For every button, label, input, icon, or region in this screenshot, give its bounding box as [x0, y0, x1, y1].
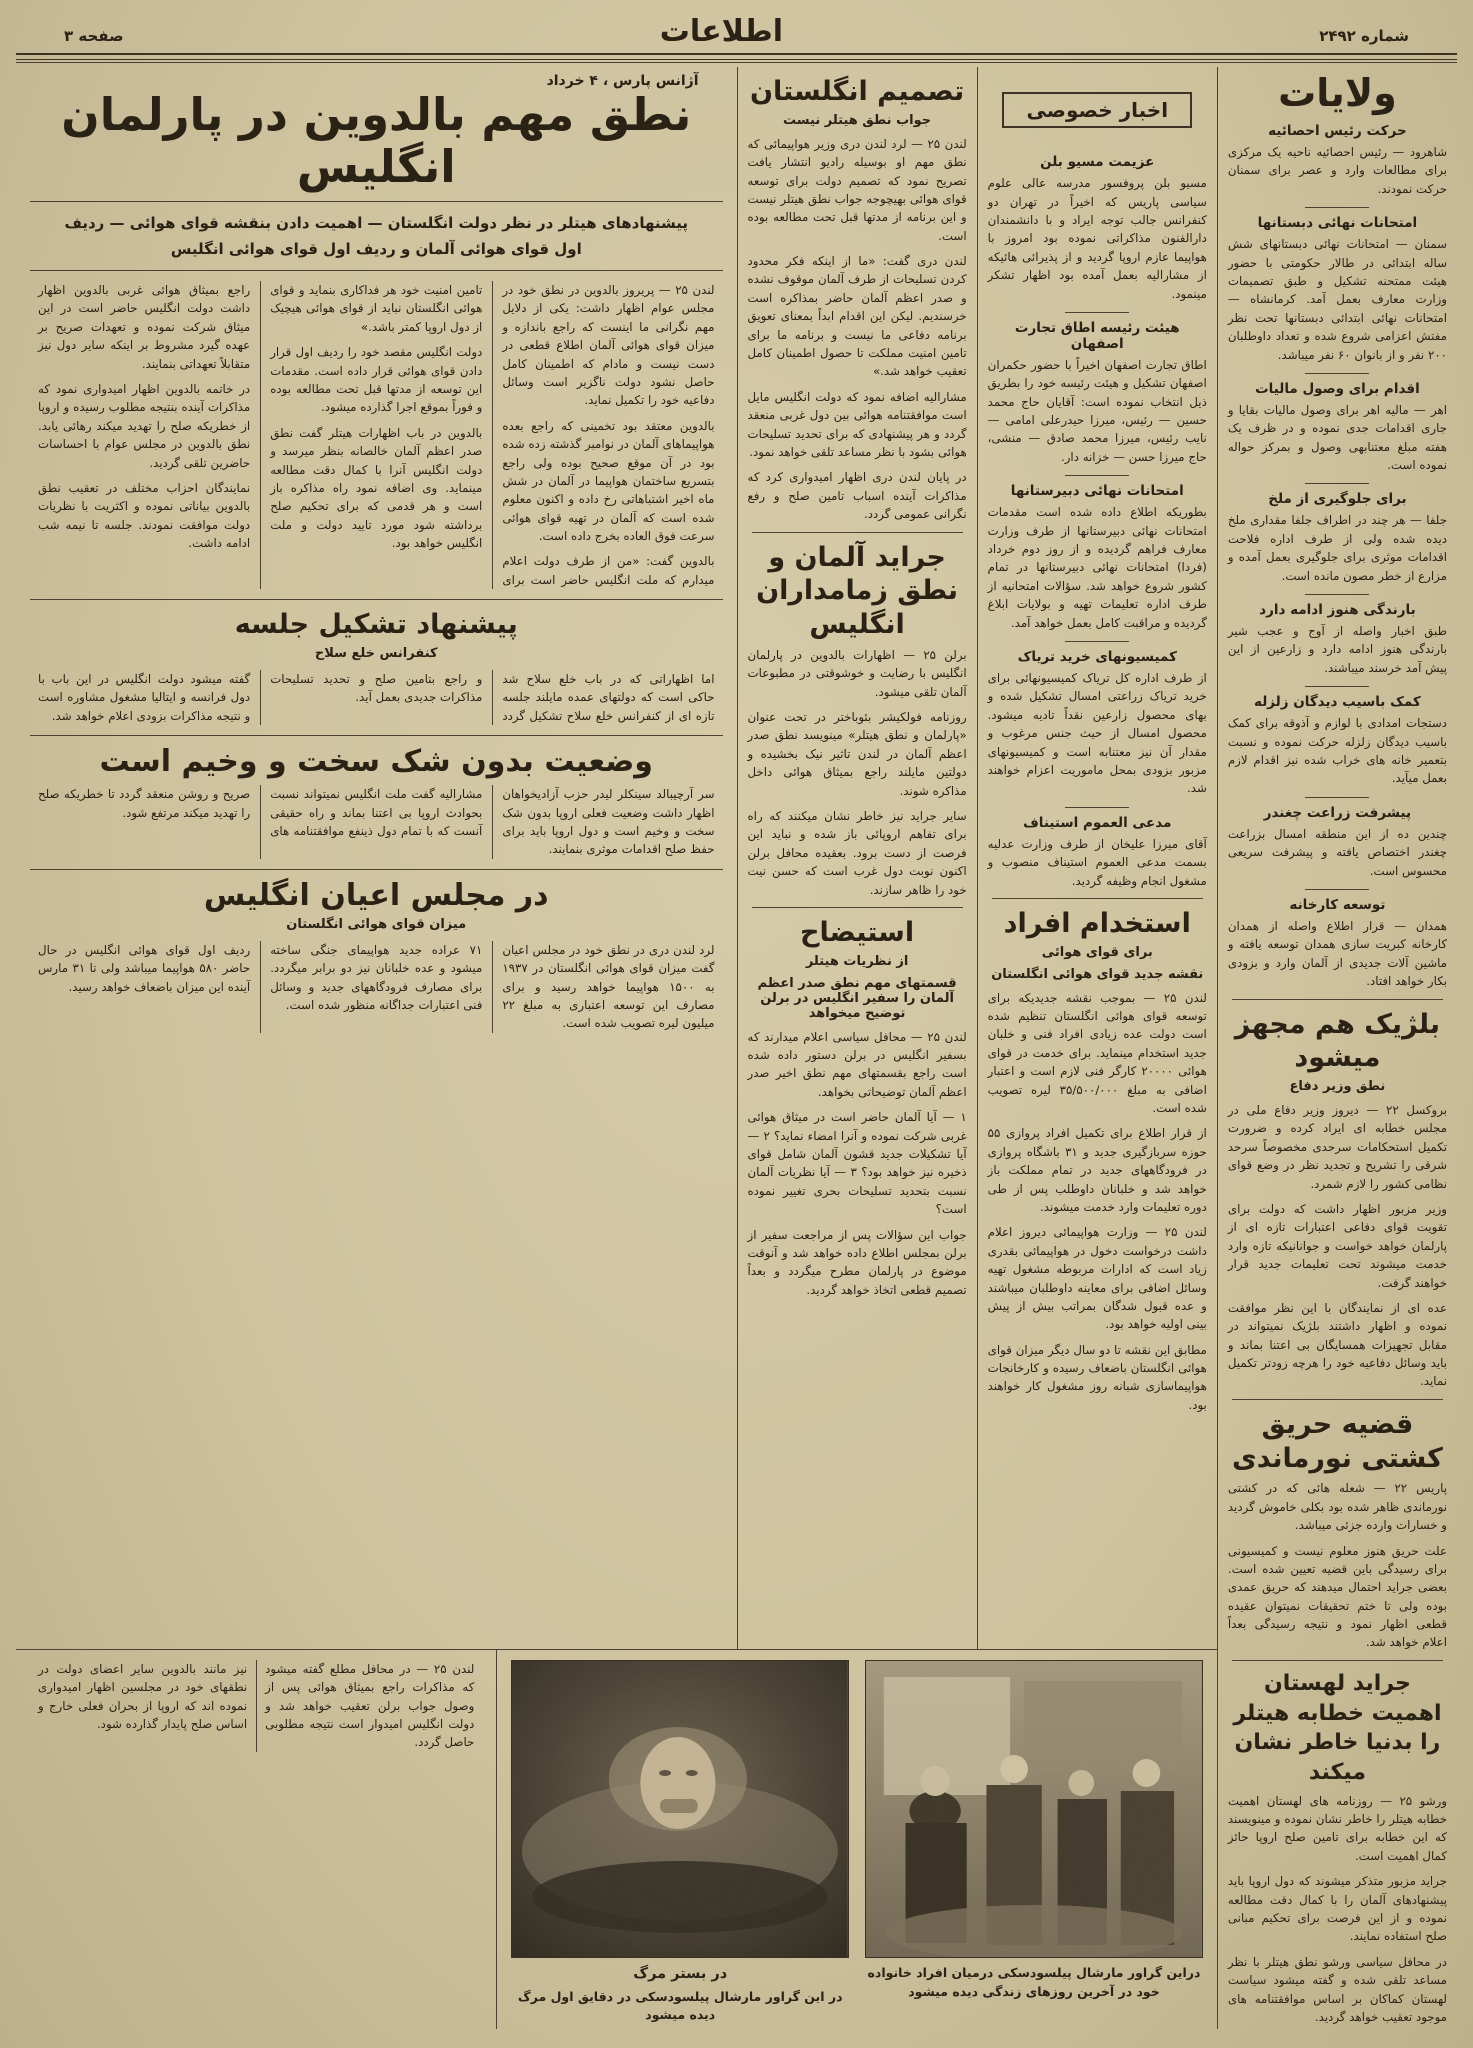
pilsudski-deathbed-illustration	[512, 1661, 848, 1957]
baldwin-article	[16, 67, 737, 1649]
article-headline: پیشرفت زراعت چغندر	[1263, 804, 1412, 821]
continuation-body	[28, 1658, 484, 1754]
separator	[752, 532, 963, 533]
article-body: اطاق تجارت اصفهان اخیراً با حضور حکمران اصفهان تشکیل و هیئت رئیسه خود را بطریق ذیل انتخاب نموده است: آقایان حاج محمد حسین — رئیس، میرزا حیدرعلی امامی — نایب رئیس، میرزا محمد صادق — منشی، حاج میرزا حسن — خزانه دار.	[987, 357, 1207, 464]
separator	[1305, 483, 1369, 484]
separator	[30, 735, 723, 736]
article-body: وزیر مزبور اظهار داشت که دولت برای تقویت قوای دفاعی اعتبارات تازه ای از پارلمان خواهد خواست و جوانانیکه تازه وارد خدمت میشوند تحت تعلیمات جدید قرار خواهند گرفت.	[1227, 1201, 1447, 1290]
article-body: سایر جراید نیز خاطر نشان میکنند که راه برای تفاهم اروپائی باز شده و نباید این فرصت از دست برود. بعقیده محافل برلن اکنون نوبت دول غرب است که حسن نیت خود را ظاهر سازند.	[747, 808, 967, 897]
recruiting-subheadline-2: نقشه جدید قوای هوائی انگلستان	[991, 966, 1204, 982]
pilsudski-family-illustration	[866, 1661, 1202, 1957]
page-number: صفحه ۳	[64, 27, 124, 45]
article-headline: توسعه کارخانه	[1289, 896, 1386, 913]
article-headline: مدعی العموم استیناف	[1023, 814, 1172, 831]
lords-subheadline: میزان قوای هوائی انگلستان	[286, 916, 467, 932]
article-body: جواب این سؤالات پس از مراجعت سفیر از برلن بمجلس اطلاع داده خواهد شد و آنوقت موضوع در پارلمان مطرح میگردد و بعداً تصمیم قطعی اتخاذ خواهد گردید.	[747, 1227, 967, 1297]
separator	[1065, 475, 1129, 476]
article-headline: بارندگی هنوز ادامه دارد	[1259, 602, 1416, 619]
pilsudski-family-photo	[865, 1660, 1203, 1958]
newspaper-title: اطلاعات	[659, 14, 784, 49]
belgium-headline: بلژیک هم مجهز میشود	[1234, 1008, 1441, 1074]
separator	[752, 907, 963, 908]
article-body: لندن ۲۵ — محافل سیاسی اعلام میدارند که بسفیر انگلیس در برلن دستور داده شده است راجع بقسمتهای مهم نطق اخیر صدر اعظم آلمان توضیحاتی بخواهد.	[747, 1029, 967, 1099]
article-body: شاهرود — رئیس احصائیه ناحیه یک مرکزی برای مطالعات وارد و عصر برای سمنان حرکت نمودند.	[1227, 145, 1447, 196]
separator	[1065, 641, 1129, 642]
agency-dateline: آژانس پارس ، ۴ خرداد	[546, 73, 699, 89]
article-headline: اقدام برای وصول مالیات	[1255, 380, 1420, 397]
article-body: سر آرچیبالد سینکلر لیدر حزب آزادیخواهان اظهار داشت وضعیت فعلی اروپا بدون شک سخت و وخیم است و دول اروپا باید برای حفظ صلح اقدامات موثری بنمایند.	[502, 787, 715, 857]
separator	[1305, 797, 1369, 798]
recruiting-headline: استخدام افراد	[1003, 907, 1191, 939]
article-body: اما اظهاراتی که در باب خلع سلاح شد حاکی است که دولتهای عمده مایلند جلسه تازه ای از کنفرانس خلع سلاح تشکیل گردد و راجع بتامین صلح و تحدید تسلیحات مذاکرات جدیدی بعمل آید.	[270, 672, 715, 723]
separator	[992, 898, 1203, 899]
lords-headline: در مجلس اعیان انگلیس	[203, 877, 549, 913]
article-body: جلفا — هر چند در اطراف جلفا مقداری ملخ دیده شده ولی از طرف اداره فلاحت اقدامات موثری برای جلوگیری بعمل آمده و مزارع از خطر مصون مانده است.	[1227, 513, 1447, 583]
separator	[1232, 999, 1443, 1000]
separator	[30, 599, 723, 600]
interpellation-headline: استیضاح	[800, 916, 915, 948]
article-body: در پایان لندن دری اظهار امیدواری کرد که مذاکرات آینده اسباب تامین صلح و رفع نگرانی عمومی گردد.	[747, 470, 967, 522]
article-body: از قرار اطلاع برای تکمیل افراد پروازی ۵۵ حوزه سربازگیری جدید و ۳۱ باشگاه پروازی در فرودگاههای جدید در تمام مملکت باز خواهد شد و خلبانان داوطلب پس از طی دوره تعلیمات وارد خدمت میشوند.	[987, 1126, 1207, 1214]
masthead-rule	[16, 53, 1457, 60]
article-body: سمنان — امتحانات نهائی دبستانهای شش ساله ابتدائی در طالار حکومتی با حضور هیئت ممتحنه تشکیل و طبق تصمیمات وزارت معارف بعمل آمد. کرمانشاه — امتحانات نهائی ابتدائی دبستانها تحت نظر مفتش اعزامی شروع شده و تعداد داوطلبان ۲۰۰ نفر و از بانوان ۶۰ نفر میباشد.	[1227, 237, 1447, 362]
article-body: اهر — مالیه اهر برای وصول مالیات بقایا و جاری اقدامات جدی نموده و در ظرف یک هفته مبلغ معتنابهی وصول و بمرکز حواله نموده است.	[1227, 402, 1447, 473]
article-body: لندن ۲۵ — پریروز بالدوین در نطق خود در مجلس عوام اظهار داشت: یکی از دلایل مهم نگرانی ما اینست که راجع باندازه و میزان قوای هوائی آلمان اطلاع قطعی در دست نیست و مادام که اطمینان کامل حاصل نشود دولت ناگزیر است وسائل دفاعیه خود را تکمیل نماید.	[502, 283, 715, 408]
article-body: راجع بمیثاق هوائی غربی بالدوین اظهار داشت دولت انگلیس حاضر است در این میثاق شرکت نموده و تعهدات صریح بر عهده گیرد مشروط بر اینکه سایر دول نیز متقابلاً تعهداتی بنمایند.	[38, 283, 251, 371]
article-body: دولت انگلیس مقصد خود را ردیف اول قرار دادن قوای هوائی قرار داده است. مقدمات این توسعه از مدتها قبل تحت مطالعه بوده و فوراً بموقع اجرا گذارده میشود.	[270, 345, 483, 415]
recruiting-subheadline: برای قوای هوائی	[1041, 944, 1153, 960]
article-body: همدان — قرار اطلاع واصله از همدان کارخانه کبریت سازی همدان توسعه یافته و ماشین آلات جدیدی از آلمان وارد و بزودی بکار خواهد افتاد.	[1227, 918, 1447, 989]
masthead-rule-thin	[16, 62, 1457, 63]
article-body: روزنامه فولکیشر بئوباختر در تحت عنوان «پارلمان و نطق هیتلر» مینویسد نطق صدر اعظم آلمان در لندن تاثیر نیک بخشیده و دولتین مایلند راجع بمیثاق هوائی داخل مذاکره شوند.	[747, 709, 967, 798]
photo-pilsudski-family	[865, 1660, 1203, 2025]
article-body: بالدوین در باب اظهارات هیتلر گفت نطق صدر اعظم آلمان خالصانه بنظر میرسد و دولت انگلیس آنرا با کمال دقت مطالعه مینماید. وی اضافه نمود راه مذاکره باز است و هر قدمی که برای تحکیم صلح برداشته شود مورد تایید دولت و ملت انگلیس خواهد بود.	[270, 425, 483, 551]
article-headline: هیئت رئیسه اطاق تجارت اصفهان	[1014, 319, 1180, 352]
separator	[1232, 1399, 1443, 1400]
article-headline: امتحانات نهائی دبستانها	[1257, 215, 1418, 232]
family-photo-caption: دراین گراور مارشال پیلسودسکی درمیان افراد خانواده خود در آخرین روزهای زندگی دیده میشود	[867, 1964, 1201, 1999]
lords-body	[26, 939, 727, 1035]
baldwin-headline: نطق مهم بالدوین در پارلمان انگلیس	[61, 88, 692, 193]
article-body: لندن ۲۵ — لرد لندن دری وزیر هواپیمائی که نطق مهم او بوسیله رادیو انتشار یافت تصریح نمود که تصمیم دولت برای توسعه قوای هوائی بهیچوجه جواب نطق هیتلر نیست و این برنامه از مدتها قبل تحت مطالعه بوده است.	[747, 136, 967, 243]
article-body: در خاتمه بالدوین اظهار امیدواری نمود که مذاکرات آینده بنتیجه مطلوب رسیده و اروپا از خطریکه صلح را تهدید میکند رهائی یابد. نطق بالدوین در مجلس عوام با احساسات حاضرین تلقی گردید.	[38, 381, 251, 470]
article-body: پاریس ۲۲ — شعله هائی که در کشتی نورماندی ظاهر شده بود بکلی خاموش گردید و خسارات وارده جزئی میباشد.	[1227, 1481, 1447, 1533]
article-body: ۱ — آیا آلمان حاضر است در میثاق هوائی غربی شرکت نموده و آنرا امضاء نماید؟ ۲ — آیا تشکیلات جدید قشون آلمان شامل قوای ذخیره نیز خواهد بود؟ ۳ — آیا نظریات آلمان نسبت بتحدید تسلیحات بحری تغییر نموده است؟	[747, 1110, 967, 1217]
separator	[30, 869, 723, 870]
article-body: مطابق این نقشه تا دو سال دیگر میزان قوای هوائی انگلستان باضعاف رسیده و کارخانجات هواپیماسازی شبانه روز مشغول کار خواهند بود.	[987, 1342, 1207, 1412]
article-headline: برای جلوگیری از ملخ	[1268, 491, 1407, 508]
article-body: مشارالیه اضافه نمود که دولت انگلیس مایل است موافقتنامه هوائی بین دول غربی منعقد گردد و هر پیشنهادی که برای تحدید تسلیحات هوائی بشود با نظر مساعد تلقی خواهد نمود.	[747, 389, 967, 459]
article-body: جراید مزبور متذکر میشوند که دول اروپا باید پیشنهادهای آلمان را با کمال دقت مطالعه نموده و از این فرصت برای تحکیم مبانی صلح استفاده نمایند.	[1227, 1874, 1447, 1944]
private-news-title-box	[988, 75, 1207, 144]
article-body: علت حریق هنوز معلوم نیست و کمیسیونی برای رسیدگی باین قضیه تعیین شده است. بعضی جراید احتمال میدهند که حریق عمدی بوده ولی تا ختم تحقیقات نمیتوان عقیده قطعی اظهار نمود و نتیجه رسیدگی بعداً اعلام خواهد شد.	[1227, 1543, 1447, 1650]
article-body: ۷۱ عراده جدید هواپیمای جنگی ساخته میشود و عده خلبانان نیز دو برابر میگردد. برای مصارف فرودگاههای جدید و وسائل فنی اعتبارات جداگانه منظور شده است.	[270, 942, 483, 1012]
page-body	[16, 67, 1457, 2029]
baldwin-body	[26, 279, 727, 591]
belgium-subheadline: نطق وزیر دفاع	[1289, 1079, 1386, 1094]
pilsudski-deathbed-photo	[511, 1660, 849, 1958]
issue-number: شماره ۲۴۹۲	[1319, 27, 1409, 45]
article-headline: عزیمت مسیو بلن	[1040, 154, 1155, 171]
private-news-title: اخبار خصوصی	[1002, 92, 1192, 128]
article-body: عده ای از نمایندگان با این نظر موافقت نموده و اظهار داشتند بلژیک نمیتواند در مقابل تجهیزات همسایگان بی اعتنا بماند و باید وسائل دفاعیه خود را هرچه زودتر تکمیل نماید.	[1227, 1300, 1447, 1389]
meeting-body	[26, 668, 727, 727]
photo-pilsudski-deathbed	[511, 1660, 849, 2025]
grave-situation-body	[26, 783, 727, 861]
article-body: نمایندگان احزاب مختلف در تعقیب نطق بالدوین بیاناتی نموده و اکثریت با نظریات دولت موافقت نمودند. جلسه تا نیمه شب ادامه داشت.	[38, 480, 251, 551]
meeting-subheadline: کنفرانس خلع سلاح	[314, 646, 438, 661]
separator	[1232, 1660, 1443, 1661]
article-body: مشارالیه گفت ملت انگلیس نمیتواند نسبت بحوادث اروپا بی اعتنا بماند و راه حقیقی آنست که با تمام دول ذینفع موافقتنامه های صریح و روشن منعقد گردد تا خطریکه صلح را تهدید میکند مرتفع شود.	[38, 787, 483, 838]
separator	[1065, 312, 1129, 313]
article-headline: کمک باسیب دیدگان زلزله	[1254, 694, 1421, 711]
photos-band	[496, 1649, 1217, 2029]
article-body: ورشو ۲۵ — روزنامه های لهستان اهمیت خطابه هیتلر را خاطر نشان نموده و مینویسند که این خطابه برای تامین صلح اروپا حائز کمال اهمیت است.	[1227, 1793, 1447, 1863]
article-body: بروکسل ۲۲ — دیروز وزیر دفاع ملی در مجلس خطابه ای ایراد کرده و ضرورت تکمیل استحکامات سرحدی مخصوصاً سرحد شرقی را تشریح و تجدید نظر در وضع قوای نظامی کشور را لازم شمرد.	[1227, 1103, 1447, 1191]
continuation-block	[16, 1649, 496, 2029]
separator	[1305, 207, 1369, 208]
article-body: آقای میرزا علیخان از طرف وزارت عدلیه بسمت مدعی العموم استیناف منصوب و مشغول انجام وظیفه گردید.	[987, 836, 1207, 888]
separator	[1305, 373, 1369, 374]
article-body: بالدوین گفت: «من از طرف دولت اعلام میدارم که ملت انگلیس حاضر است برای تامین امنیت خود هر فداکاری بنماید و قوای هوائی انگلستان نباید از قوای هوائی هیچیک از دول اروپا کمتر باشد.»	[270, 283, 715, 587]
article-body: چندین ده از این منطقه امسال بزراعت چغندر اختصاص یافته و پیشرفت سریعی محسوس است.	[1227, 826, 1447, 878]
decision-subheadline: جواب نطق هیتلر نیست	[783, 112, 932, 128]
article-headline: حرکت رئیس احصائیه	[1268, 123, 1407, 139]
separator	[30, 270, 723, 271]
article-body: دستجات امدادی با لوازم و آذوقه برای کمک باسیب دیدگان زلزله حرکت نموده و نسبت بتعمیر خانه های خراب شده نیز اقدام لازم بعمل میآید.	[1227, 716, 1447, 786]
article-body: طبق اخبار واصله از آوج و عجب شیر بارندگی هنوز ادامه دارد و زارعین از این پیش آمد خرسند میباشند.	[1227, 624, 1447, 675]
decision-headline: تصمیم انگلستان	[749, 76, 965, 107]
normandie-headline: قضیه حریق کشتی نورماندی	[1231, 1408, 1443, 1474]
article-body: لندن دری گفت: «ما از اینکه فکر محدود کردن تسلیحات از طرف آلمان موقوف نشده و صدر اعظم آلمان حاضر بمذاکره است خرسندیم. لیکن این اقدام ابداً بمعنای تعویق برنامه دفاعی ما نیست و برنامه ما برای تامین امنیت مملکت تا حصول اطمینان کامل تعقیب خواهد شد.»	[747, 254, 967, 379]
article-body: بالدوین معتقد بود تخمینی که راجع بعده هواپیماهای آلمان در نوامبر گذشته زده شده بود در آن موقع صحیح بوده ولی راجع بتسریع ساختمان هواپیما در آلمان در شش ماه اخیر اشتباهاتی رخ داده و اکنون معلوم شده است که آلمان در تهیه قوای هوائی سرعت فوق العاده بخرج داده است.	[502, 418, 715, 544]
article-body: در محافل سیاسی ورشو نطق هیتلر با نظر مساعد تلقی شده و گفته میشود سیاست لهستان کماکان بر اساس موافقتنامه های موجود تعقیب خواهد گردید.	[1227, 1954, 1447, 2024]
separator	[1305, 594, 1369, 595]
masthead	[16, 14, 1457, 53]
private-news-column	[977, 67, 1217, 1649]
article-body: لندن ۲۵ — بموجب نقشه جدیدیکه برای توسعه قوای هوائی انگلستان تنظیم شده است دولت عده زیادی افراد فنی و خلبان جدید استخدام مینماید. برای خدمت در قوای هوائی ۲۰۰۰۰ کارگر فنی لازم است و اعتبار اضافی به مبلغ ۳۵/۵۰۰/۰۰۰ لیره تصویب شده است.	[987, 990, 1207, 1115]
article-body: بطوریکه اطلاع داده شده است مقدمات امتحانات نهائی دبیرستانها از طرف وزارت معارف فراهم گردیده و از روز دوم خرداد (فردا) امتحانات نهائی دبیرستانها در تمام کشور شروع خواهد شد. سؤالات امتحانیه از طرف اداره تعلیمات تهیه و بولایات ابلاغ گردیده و مراقبت کامل بعمل خواهد آمد.	[987, 505, 1207, 630]
article-body: ردیف اول قوای هوائی انگلیس در حال حاضر ۵۸۰ هواپیما میباشد ولی تا ۳۱ مارس آینده این میزان باضعاف خواهد رسید.	[38, 942, 251, 994]
separator	[1305, 686, 1369, 687]
article-body: لرد لندن دری در نطق خود در مجلس اعیان گفت میزان قوای هوائی انگلستان در ۱۹۳۷ به ۱۵۰۰ هواپیما خواهد رسید و برای مصارف این توسعه اعتباری به مبلغ ۲۲ میلیون لیره تصویب شده است.	[502, 942, 715, 1031]
deathbed-photo-caption	[511, 1964, 849, 2025]
article-body: گفته میشود دولت انگلیس در این باب با دول فرانسه و ایتالیا مشغول مشاوره است و نتیجه مذاکرات بزودی اعلام خواهد شد.	[38, 672, 251, 723]
interpellation-subheadline-2: قسمتهای مهم نطق صدر اعظم آلمان را سفیر انگلیس در برلن توضیح میخواهد	[757, 975, 957, 1021]
deathbed-caption-text: در این گراور مارشال پیلسودسکی در دقایق اول مرگ دیده میشود	[517, 1988, 843, 2023]
england-decision-column	[737, 67, 977, 1649]
grave-situation-headline: وضعیت بدون شک سخت و وخیم است	[99, 744, 653, 780]
article-body: لندن ۲۵ — وزارت هواپیمائی دیروز اعلام داشت درخواست دخول در هواپیمائی بقدری زیاد است که ادارات مربوطه مشغول تهیه وسائل اضافی برای معاینه داوطلبان میباشند و عده قبول شدگان بمراتب بیش از پیش بینی اولیه خواهد بود.	[987, 1225, 1207, 1332]
article-body: نیز مانند بالدوین سایر اعضای دولت در نطقهای خود در مجلسین اظهار امیدواری نموده اند که اروپا از بحران فعلی خارج و اساس صلح پایدار گذارده شود.	[38, 1661, 248, 1731]
baldwin-subheadline: پیشنهادهای هیتلر در نظر دولت انگلستان — اهمیت دادن بنقشه قوای هوائی — ردیف اول قوای هوائی آلمان و ردیف اول قوای هوائی انگلیس	[64, 213, 689, 258]
article-body: لندن ۲۵ — در محافل مطلع گفته میشود که مذاکرات راجع بمیثاق هوائی پس از وصول جواب برلن تعقیب خواهد شد و دولت انگلیس امیدوار است نتیجه مطلوبی حاصل گردد.	[265, 1661, 475, 1750]
provinces-title: ولایات	[1278, 71, 1397, 115]
separator	[1305, 889, 1369, 890]
separator	[30, 201, 723, 202]
separator	[1065, 807, 1129, 808]
article-headline: کمیسیونهای خرید تریاک	[1017, 649, 1177, 665]
article-body: برلن ۲۵ — اظهارات بالدوین در پارلمان انگلیس با رضایت و خوشوقتی در مطبوعات آلمان تلقی میشود.	[747, 647, 967, 699]
deathbed-caption-title: در بستر مرگ	[633, 1965, 728, 1982]
german-press-headline: جراید آلمان و نطق زمامداران انگلیس	[756, 541, 959, 641]
poland-headline: جراید لهستان اهمیت خطابه هیتلر را بدنیا خاطر نشان میکند	[1233, 1670, 1442, 1785]
meeting-headline: پیشنهاد تشکیل جلسه	[234, 609, 518, 641]
provinces-column	[1217, 67, 1457, 2029]
article-body: مسیو بلن پروفسور مدرسه عالی علوم سیاسی پاریس که اخیراً در تهران دو کنفرانس جالب توجه ایراد و با دانشمندان دارالفنون مذاکراتی نموده بود امروز با هواپیما عازم اروپا گردید و از پذیرائی هائیکه از مشارالیه بعمل آمده بود اظهار تشکر مینمود.	[987, 176, 1207, 301]
article-body: از طرف اداره کل تریاک کمیسیونهائی برای خرید تریاک زراعتی امسال تشکیل شده و بهای محصول زارعین نقداً تادیه میشود. محصول امسال از حیث جنس مرغوب و مقدار آن نیز معتنابه است و کمیسیونهای مزبور بزودی بمحل ماموریت اعزام خواهند شد.	[987, 671, 1207, 796]
article-headline: امتحانات نهائی دبیرستانها	[1010, 483, 1184, 500]
interpellation-subheadline: از نظریات هیتلر	[805, 953, 909, 969]
